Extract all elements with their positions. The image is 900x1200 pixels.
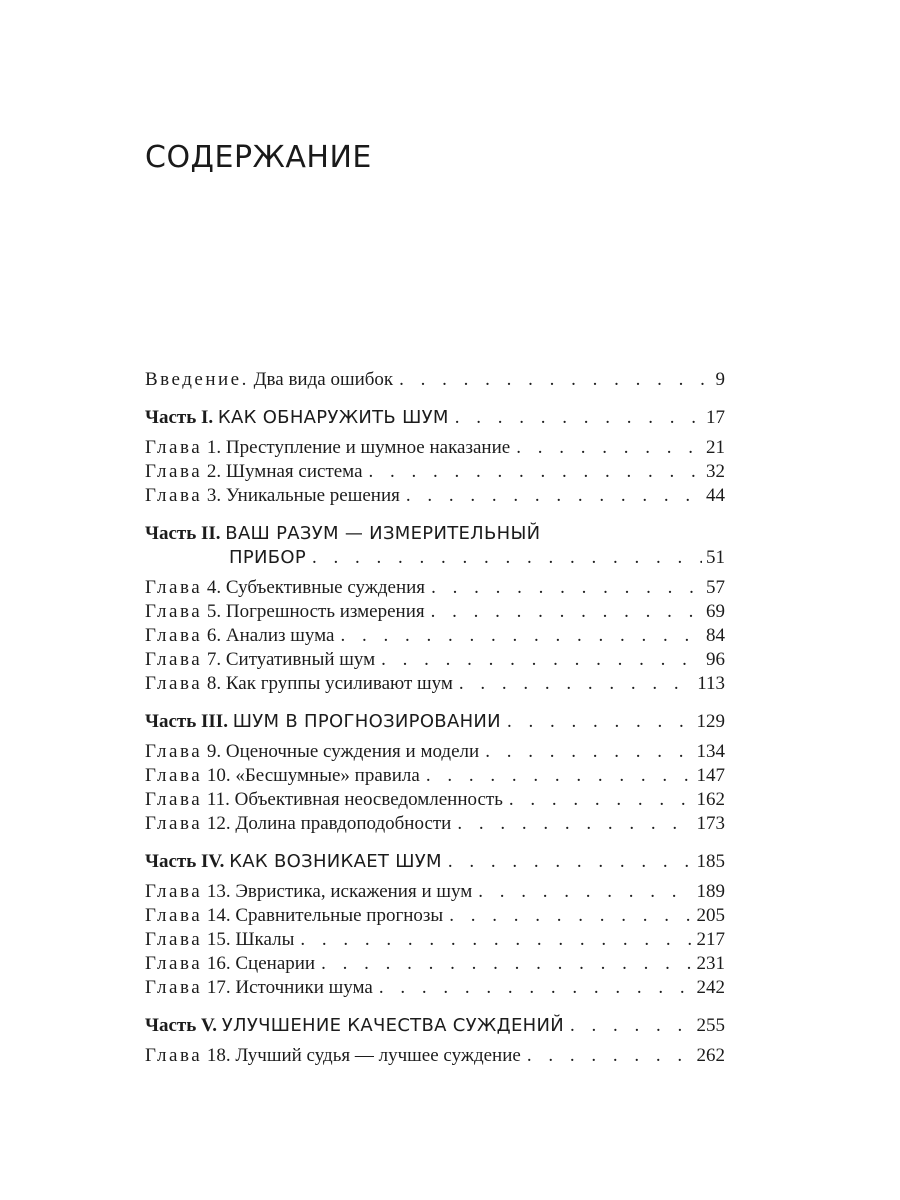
page-number: 147 xyxy=(696,765,725,786)
page-number: 231 xyxy=(696,953,725,974)
page-number: 242 xyxy=(696,977,725,998)
part-word: Часть V. xyxy=(145,1015,218,1036)
toc-entry-chapter[interactable]: Глава 10. «Бесшумные» правила . . . 147 xyxy=(145,764,725,788)
toc-entry-chapter[interactable]: Глава 14. Сравнительные прогнозы . . . 205 xyxy=(145,904,725,928)
part-title: ШУМ В ПРОГНОЗИРОВАНИИ xyxy=(232,711,501,732)
dot-leader xyxy=(406,484,702,508)
toc-entry-chapter[interactable]: Глава 13. Эвристика, искажения и шум . . . 189 xyxy=(145,880,725,904)
dot-leader xyxy=(379,976,693,1000)
toc-entry-chapter[interactable]: Глава 17. Источники шума . . . 242 xyxy=(145,976,725,1000)
page-number: 255 xyxy=(696,1015,725,1036)
toc-entry-chapter[interactable]: Глава 16. Сценарии . . . 231 xyxy=(145,952,725,976)
toc-entry-chapter[interactable]: Глава 4. Субъективные суждения . . . 57 xyxy=(145,576,725,600)
page-number: 21 xyxy=(706,437,725,458)
part-title: ВАШ РАЗУМ — ИЗМЕРИТЕЛЬНЫЙ xyxy=(225,523,541,544)
toc-entry-part[interactable] xyxy=(145,406,725,430)
dot-leader xyxy=(369,460,702,484)
page-number: 185 xyxy=(696,851,725,872)
toc-entry-chapter[interactable]: Глава 7. Ситуативный шум . . . 96 xyxy=(145,648,725,672)
dot-leader xyxy=(459,672,693,696)
toc-entry-chapter[interactable]: Глава 12. Долина правдоподобности . . . 173 xyxy=(145,812,725,836)
dot-leader xyxy=(516,436,702,460)
toc-entry-part[interactable] xyxy=(145,522,725,570)
toc-entry-chapter[interactable]: Глава 18. Лучший судья — лучшее суждение . . . 262 xyxy=(145,1044,725,1068)
page-number: 69 xyxy=(706,601,725,622)
dot-leader xyxy=(312,546,702,570)
page-number: 262 xyxy=(696,1045,725,1066)
part-title: УЛУЧШЕНИЕ КАЧЕСТВА СУЖДЕНИЙ xyxy=(221,1015,564,1036)
page-number: 32 xyxy=(706,461,725,482)
toc-entry-chapter[interactable]: Глава 5. Погрешность измерения . . . 69 xyxy=(145,600,725,624)
dot-leader xyxy=(448,850,693,874)
dot-leader xyxy=(381,648,702,672)
toc-entry-chapter[interactable]: Глава 8. Как группы усиливают шум . . . 113 xyxy=(145,672,725,696)
page-number: 44 xyxy=(706,485,725,506)
page-title: СОДЕРЖАНИЕ xyxy=(145,140,372,175)
page-number: 173 xyxy=(696,813,725,834)
part-word: Часть IV. xyxy=(145,851,225,872)
page-number: 9 xyxy=(715,369,725,390)
toc-entry-chapter[interactable]: Глава 6. Анализ шума . . . 84 xyxy=(145,624,725,648)
toc-entry-chapter[interactable]: Глава 3. Уникальные решения . . . 44 xyxy=(145,484,725,508)
dot-leader xyxy=(399,368,711,392)
part-block xyxy=(145,1014,725,1068)
dot-leader xyxy=(431,576,702,600)
part-title: КАК ОБНАРУЖИТЬ ШУМ xyxy=(217,407,449,428)
page-number: 162 xyxy=(696,789,725,810)
toc-entry-label: Введение. Два вида ошибок xyxy=(145,369,394,390)
dot-leader xyxy=(509,788,693,812)
dot-leader xyxy=(478,880,692,904)
part-word: Часть III. xyxy=(145,711,228,732)
toc-entry-chapter[interactable]: Глава 9. Оценочные суждения и модели . . . 134 xyxy=(145,740,725,764)
part-block xyxy=(145,522,725,696)
part-block xyxy=(145,406,725,508)
dot-leader xyxy=(527,1044,693,1068)
part-word: Часть II. xyxy=(145,523,221,544)
page-number: 51 xyxy=(706,547,725,568)
part-block xyxy=(145,710,725,836)
page-number: 113 xyxy=(697,673,725,694)
table-of-contents xyxy=(145,368,725,1068)
dot-leader xyxy=(570,1014,693,1038)
page-number: 189 xyxy=(696,881,725,902)
page-number: 134 xyxy=(696,741,725,762)
dot-leader xyxy=(431,600,702,624)
dot-leader xyxy=(321,952,692,976)
toc-entry-part[interactable] xyxy=(145,1014,725,1038)
page-number: 129 xyxy=(696,711,725,732)
dot-leader xyxy=(426,764,693,788)
dot-leader xyxy=(457,812,692,836)
part-title-continued: ПРИБОР xyxy=(229,547,307,568)
dot-leader xyxy=(485,740,692,764)
part-word: Часть I. xyxy=(145,407,214,428)
dot-leader xyxy=(300,928,692,952)
part-block xyxy=(145,850,725,1000)
page-number: 57 xyxy=(706,577,725,598)
toc-entry-part[interactable] xyxy=(145,850,725,874)
dot-leader xyxy=(340,624,702,648)
toc-entry-chapter[interactable]: Глава 15. Шкалы . . . 217 xyxy=(145,928,725,952)
dot-leader xyxy=(449,904,692,928)
toc-entry-intro[interactable] xyxy=(145,368,725,392)
toc-entry-part[interactable] xyxy=(145,710,725,734)
dot-leader xyxy=(455,406,702,430)
page-number: 84 xyxy=(706,625,725,646)
toc-entry-chapter[interactable]: Глава 11. Объективная неосведомленность . . . 162 xyxy=(145,788,725,812)
page-number: 17 xyxy=(706,407,725,428)
page-number: 96 xyxy=(706,649,725,670)
page-number: 217 xyxy=(696,929,725,950)
dot-leader xyxy=(507,710,693,734)
toc-entry-chapter[interactable]: Глава 1. Преступление и шумное наказание . . . 21 xyxy=(145,436,725,460)
part-title: КАК ВОЗНИКАЕТ ШУМ xyxy=(229,851,442,872)
toc-entry-chapter[interactable]: Глава 2. Шумная система . . . 32 xyxy=(145,460,725,484)
page-number: 205 xyxy=(696,905,725,926)
